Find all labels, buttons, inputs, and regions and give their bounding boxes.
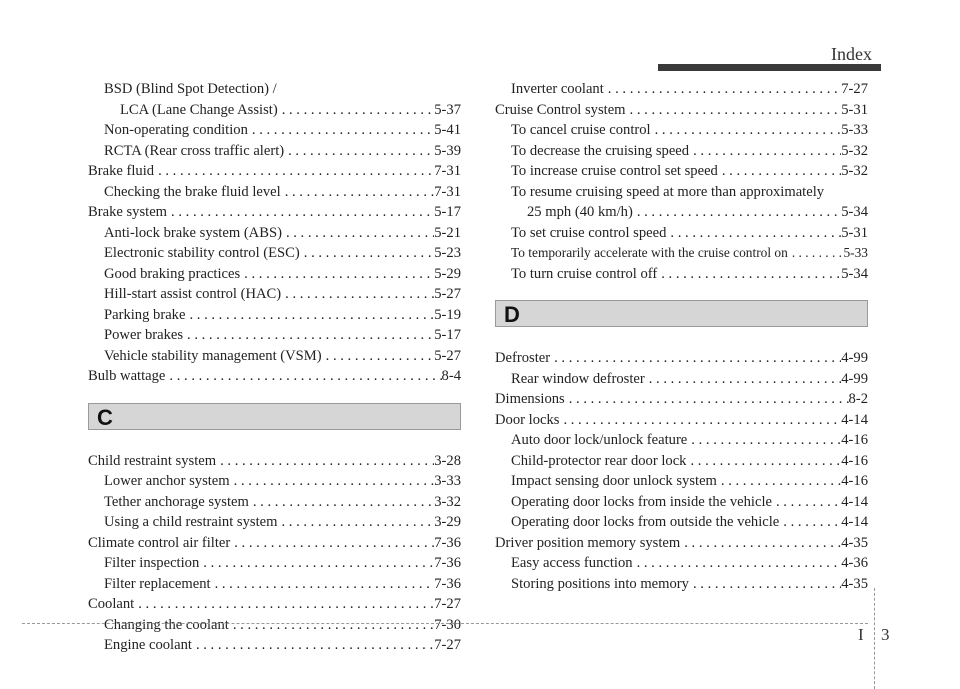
entry-page: 5-33 [841, 122, 868, 138]
dot-leader [788, 243, 844, 264]
entry-text: LCA (Lane Change Assist) [120, 101, 278, 118]
entry-page: 7-36 [434, 534, 461, 551]
dot-leader [680, 533, 841, 554]
dot-leader [278, 100, 435, 121]
entry-page: 5-34 [841, 204, 868, 220]
entry-page: 3-32 [434, 493, 461, 510]
index-entry [495, 451, 868, 472]
index-entry [88, 182, 461, 203]
header-bar [658, 64, 881, 71]
entry-page: 5-19 [434, 306, 461, 323]
dot-leader [689, 574, 841, 595]
index-entry [88, 492, 461, 513]
index-column-right [495, 79, 868, 594]
entry-page: 3-28 [434, 452, 461, 469]
index-entry [88, 243, 461, 264]
index-entry [495, 120, 868, 141]
entry-page: 5-39 [434, 142, 461, 159]
dot-leader [284, 141, 434, 162]
dot-leader [134, 594, 434, 615]
entry-page: 8-2 [848, 391, 868, 407]
dot-leader [216, 451, 434, 472]
page-header-title: Index [831, 44, 872, 64]
dot-leader [185, 305, 434, 326]
entry-text: BSD (Blind Spot Detection) / [104, 81, 277, 97]
entry-page: 5-41 [434, 122, 461, 138]
entry-text: To temporarily accelerate with the cruise control on [511, 245, 788, 260]
index-entry [88, 161, 461, 182]
entry-text: Filter replacement [104, 575, 211, 592]
index-entry [495, 410, 868, 431]
dot-leader [717, 471, 841, 492]
index-entry [88, 635, 461, 656]
entry-page: 7-30 [434, 616, 461, 633]
dot-leader [689, 141, 841, 162]
entry-page: 7-36 [434, 555, 461, 571]
entry-page: 7-27 [841, 81, 868, 97]
entry-page: 7-36 [434, 575, 461, 592]
dot-leader [772, 492, 841, 513]
entry-text: RCTA (Rear cross traffic alert) [104, 142, 285, 159]
entry-page: 5-21 [434, 224, 461, 241]
entry-page: 5-32 [841, 142, 868, 159]
dot-leader [229, 615, 434, 636]
entry-text: Using a child restraint system [104, 514, 278, 530]
index-entry [88, 79, 461, 100]
index-entry [495, 389, 868, 410]
index-entry [495, 553, 868, 574]
index-entry [495, 182, 868, 203]
footer-page-number: 3 [881, 625, 890, 644]
dot-leader [633, 202, 841, 223]
index-entry [495, 574, 868, 595]
index-entry [88, 471, 461, 492]
entry-text: Tether anchorage system [104, 493, 249, 510]
dot-leader [183, 325, 434, 346]
entry-page: 5-27 [434, 286, 461, 302]
entries-post [88, 451, 461, 656]
entry-text: Inverter coolant [511, 81, 604, 97]
index-entry [88, 346, 461, 367]
index-entry [88, 366, 461, 387]
dot-leader [154, 161, 434, 182]
entry-text: To turn cruise control off [511, 265, 658, 282]
index-entry [495, 471, 868, 492]
entry-text: To set cruise control speed [511, 224, 667, 241]
entry-page: 5-31 [841, 101, 868, 118]
entry-text: Coolant [88, 596, 135, 612]
entry-page: 8-4 [441, 368, 461, 384]
entry-page: 4-14 [841, 493, 868, 510]
index-entry [88, 533, 461, 554]
entry-text: Changing the coolant [104, 616, 229, 633]
entry-text: 25 mph (40 km/h) [527, 204, 633, 220]
entry-page: 7-27 [434, 637, 461, 653]
dot-leader [687, 430, 841, 451]
index-entry [88, 594, 461, 615]
entry-text: Storing positions into memory [511, 575, 689, 592]
section-letter: C [97, 404, 113, 430]
entry-text: Auto door lock/unlock feature [511, 432, 688, 448]
entry-text: Engine coolant [104, 637, 192, 653]
entry-text: Rear window defroster [511, 370, 645, 387]
entry-page: 4-35 [841, 534, 868, 551]
dot-leader [322, 346, 435, 367]
index-entry [495, 100, 868, 121]
entry-text: Non-operating condition [104, 122, 248, 138]
entry-text: Vehicle stability management (VSM) [104, 347, 322, 364]
entry-text: Child restraint system [88, 452, 217, 469]
entry-page: 3-29 [434, 514, 461, 530]
dot-leader [657, 264, 841, 285]
entry-page: 4-36 [841, 555, 868, 571]
dot-leader [230, 471, 435, 492]
entry-text: Operating door locks from inside the vehicle [511, 493, 772, 510]
dot-leader [604, 79, 841, 100]
section-letter: D [504, 302, 520, 327]
entry-page: 4-16 [841, 473, 868, 489]
index-entry [88, 202, 461, 223]
dot-leader [779, 512, 841, 533]
index-entry [88, 284, 461, 305]
index-entry [88, 223, 461, 244]
dot-leader [230, 533, 434, 554]
entry-text: Power brakes [104, 327, 184, 343]
dot-leader [559, 410, 841, 431]
entry-text: Checking the brake fluid level [104, 183, 281, 200]
index-entry [495, 79, 868, 100]
entry-page: 5-31 [841, 224, 868, 241]
index-entry [88, 553, 461, 574]
entry-page: 4-14 [841, 514, 868, 530]
dot-leader [651, 120, 842, 141]
dot-leader [211, 574, 435, 595]
entry-text: Operating door locks from outside the vehicle [511, 514, 780, 530]
entry-text: Easy access function [511, 555, 633, 571]
dot-leader [248, 120, 434, 141]
entry-page: 7-31 [434, 183, 461, 200]
entry-text: Impact sensing door unlock system [511, 473, 717, 489]
index-entry [495, 512, 868, 533]
index-entry [495, 223, 868, 244]
index-entry [88, 574, 461, 595]
entry-page: 4-16 [841, 452, 868, 469]
entry-text: To resume cruising speed at more than approximately [511, 183, 825, 200]
entry-text: Driver position memory system [495, 534, 681, 551]
entry-text: Filter inspection [104, 555, 200, 571]
entry-page: 4-99 [841, 370, 868, 387]
entry-text: Anti-lock brake system (ABS) [104, 224, 282, 241]
entry-text: Brake fluid [88, 163, 155, 179]
entry-page: 5-23 [434, 245, 461, 261]
dot-leader [300, 243, 434, 264]
dot-leader [199, 553, 434, 574]
entry-text: To decrease the cruising speed [511, 142, 690, 159]
entry-page: 5-27 [434, 347, 461, 364]
entry-page: 4-35 [841, 575, 868, 592]
entry-page: 7-27 [434, 596, 461, 612]
entry-page: 5-29 [434, 265, 461, 282]
index-entry [495, 243, 868, 264]
dot-leader [550, 348, 841, 369]
dot-leader [281, 284, 434, 305]
index-entry [88, 615, 461, 636]
entry-text: Electronic stability control (ESC) [104, 245, 300, 261]
entry-page: 4-99 [841, 350, 868, 366]
entry-text: Cruise Control system [495, 101, 626, 118]
entry-page: 4-14 [841, 411, 868, 428]
entry-page: 5-37 [434, 101, 461, 118]
entry-text: Child-protector rear door lock [511, 452, 687, 469]
dot-leader [626, 100, 842, 121]
entries-pre [495, 79, 868, 284]
dot-leader [192, 635, 434, 656]
entry-text: Hill-start assist control (HAC) [104, 286, 282, 302]
entry-text: Door locks [495, 411, 560, 428]
index-entry [495, 348, 868, 369]
index-entry [495, 264, 868, 285]
dot-leader [718, 161, 841, 182]
index-entry [495, 141, 868, 162]
dot-leader [165, 366, 441, 387]
entries-pre [88, 79, 461, 387]
entry-text: To increase cruise control set speed [511, 163, 718, 179]
entry-page: 5-17 [434, 204, 461, 220]
index-entry [495, 533, 868, 554]
dot-leader [282, 223, 434, 244]
index-entry [88, 100, 461, 121]
section-heading-c [88, 403, 461, 430]
index-entry [88, 264, 461, 285]
entry-page: 5-32 [841, 163, 868, 179]
entry-page: 4-16 [841, 432, 868, 448]
dot-leader [281, 182, 435, 203]
entry-page: 5-34 [841, 265, 868, 282]
dot-leader [633, 553, 842, 574]
index-entry [88, 512, 461, 533]
dot-leader [686, 451, 841, 472]
footer-rule [22, 623, 868, 624]
entry-page: 3-33 [434, 473, 461, 489]
dot-leader [249, 492, 434, 513]
footer-divider [874, 588, 875, 689]
index-entry [495, 161, 868, 182]
index-entry [88, 325, 461, 346]
index-entry [88, 141, 461, 162]
dot-leader [240, 264, 434, 285]
index-entry [495, 369, 868, 390]
dot-leader [167, 202, 434, 223]
entry-text: Bulb wattage [88, 368, 166, 384]
dot-leader [645, 369, 842, 390]
entry-page: 5-17 [434, 327, 461, 343]
index-entry [495, 430, 868, 451]
entries-post [495, 348, 868, 594]
entry-page: 5-33 [843, 245, 868, 260]
index-entry [495, 492, 868, 513]
footer-section-label: I [858, 625, 864, 644]
index-entry [88, 305, 461, 326]
section-heading-d [495, 300, 868, 327]
entry-text: Dimensions [495, 391, 565, 407]
entry-text: To cancel cruise control [511, 122, 651, 138]
dot-leader [565, 389, 849, 410]
index-entry [495, 202, 868, 223]
entry-text: Defroster [495, 350, 551, 366]
index-entry [88, 451, 461, 472]
entry-page: 7-31 [434, 163, 461, 179]
entry-text: Lower anchor system [104, 473, 230, 489]
entry-text: Good braking practices [104, 265, 241, 282]
entry-text: Parking brake [104, 306, 186, 323]
index-entry [88, 120, 461, 141]
dot-leader [666, 223, 841, 244]
dot-leader [277, 512, 434, 533]
index-column-left [88, 79, 461, 656]
entry-text: Climate control air filter [88, 534, 231, 551]
entry-text: Brake system [88, 204, 168, 220]
